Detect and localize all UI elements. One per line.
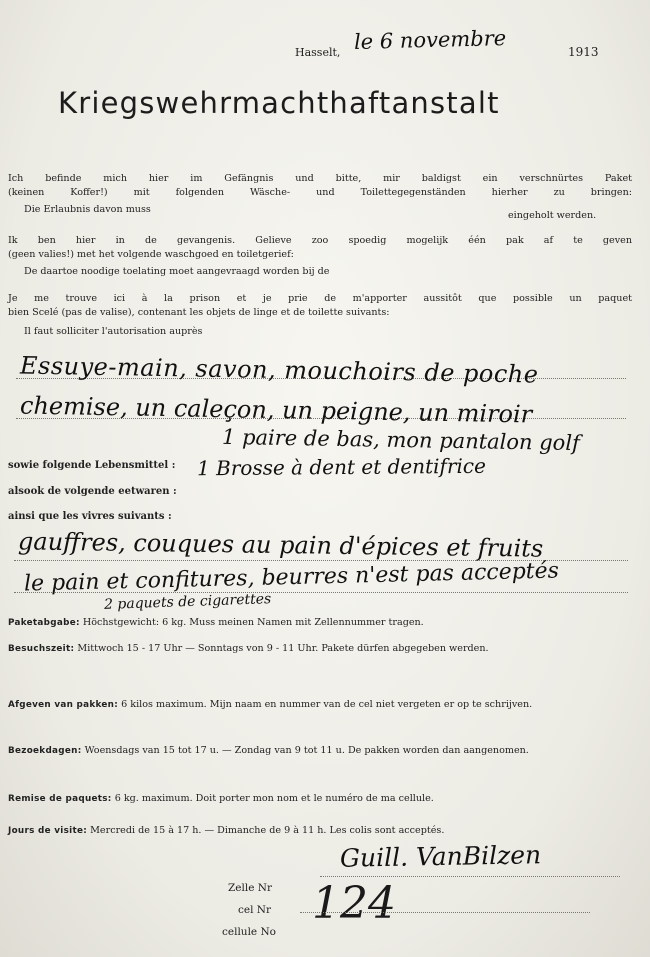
- rule-bezoekdagen: [8, 744, 632, 759]
- rule-text: Höchstgewicht: 6 kg. Muss meinen Namen mit Zellennummer tragen.: [82, 617, 424, 628]
- rule-text: 6 kilos maximum. Mijn naam en nummer van de cel niet vergeten er op te schrijven.: [121, 699, 533, 710]
- food-label-german: sowie folgende Lebensmittel :: [8, 460, 176, 471]
- rule-afgeven: [8, 698, 632, 713]
- paragraph-german-line-1: Ich befinde mich hier im Gefängnis und bitte, mir baldigst ein verschnürtes Paket: [8, 173, 632, 184]
- paragraph-german-line-2: (keinen Koffer!) mit folgenden Wäsche- und Toilettegegenständen hierher zu bringen:: [8, 186, 632, 198]
- rule-label: Besuchszeit:: [8, 644, 75, 654]
- paragraph-dutch-line-2: (geen valies!) met het volgende waschgoed en toiletgerief:: [8, 248, 294, 260]
- rule-text: 6 kg. maximum. Doit porter mon nom et le numéro de ma cellule.: [114, 793, 434, 804]
- dutch-permit: De daartoe noodige toelating moet aangevraagd worden bij de: [24, 266, 330, 277]
- signature: Guill. VanBilzen: [339, 840, 542, 873]
- header-date-handwritten: le 6 novembre: [353, 26, 507, 54]
- cell-label-french: cellule No: [222, 926, 276, 938]
- handwritten-food-line-2: le pain et confitures, beurres n'est pas acceptés: [23, 558, 560, 597]
- cell-number-line: [300, 912, 590, 913]
- paragraph-french-line-2: bien Scelé (pas de valise), contenant les objets de linge et de toilette suivants:: [8, 306, 390, 318]
- german-permit-end: eingeholt werden.: [508, 210, 597, 221]
- rule-text: Mittwoch 15 - 17 Uhr — Sonntags von 9 - 11 Uhr. Pakete dürfen abgegeben werden.: [77, 643, 489, 654]
- food-label-french: ainsi que les vivres suivants :: [8, 511, 172, 522]
- header-year: 1913: [568, 45, 599, 59]
- food-label-dutch: alsook de volgende eetwaren :: [8, 486, 177, 497]
- cell-label-dutch: cel Nr: [238, 904, 271, 916]
- paragraph-dutch: [8, 234, 632, 262]
- handwritten-food-line-1: gauffres, couques au pain d'épices et fruits: [17, 527, 544, 563]
- paragraph-dutch-line-1: Ik ben hier in de gevangenis. Gelieve zoo spoedig mogelijk één pak af te geven: [8, 235, 632, 246]
- german-permit-start: Die Erlaubnis davon muss: [24, 204, 151, 215]
- french-permit: Il faut solliciter l'autorisation auprès: [24, 326, 203, 337]
- handwritten-item-line-2: chemise, un caleçon, un peigne, un miroir: [19, 391, 533, 429]
- rule-label: Bezoekdagen:: [8, 746, 82, 756]
- cell-label-german: Zelle Nr: [228, 882, 272, 894]
- cell-number-handwritten: 124: [312, 878, 396, 929]
- paragraph-french-line-1: Je me trouve ici à la prison et je prie de m'apporter aussitôt que possible un paquet: [8, 293, 632, 304]
- page-title: Kriegswehrmachthaftanstalt: [58, 86, 500, 120]
- rule-label: Paketabgabe:: [8, 618, 80, 628]
- handwritten-item-line-1: Essuye-main, savon, mouchoirs de poche: [19, 351, 539, 389]
- rule-remise: [8, 792, 632, 807]
- rule-text: Mercredi de 15 à 17 h. — Dimanche de 9 à 11 h. Les colis sont acceptés.: [90, 825, 445, 836]
- paragraph-french: [8, 292, 632, 320]
- header-place: Hasselt,: [295, 46, 341, 59]
- rule-paketabgabe: [8, 616, 632, 631]
- rule-text: Woensdags van 15 tot 17 u. — Zondag van 9 tot 11 u. De pakken worden dan aangenomen.: [84, 745, 529, 756]
- rule-jours-de-visite: [8, 824, 632, 839]
- rule-label: Remise de paquets:: [8, 794, 112, 804]
- handwritten-item-line-3: 1 paire de bas, mon pantalon golf: [221, 424, 581, 456]
- paragraph-german: [8, 172, 632, 200]
- signature-line: [320, 876, 620, 877]
- handwritten-food-line-3: 2 paquets de cigarettes: [103, 591, 272, 613]
- rule-label: Afgeven van pakken:: [8, 700, 119, 710]
- rule-label: Jours de visite:: [8, 826, 88, 836]
- handwritten-item-line-4: 1 Brosse à dent et dentifrice: [196, 453, 486, 481]
- rule-besuchszeit: [8, 642, 632, 657]
